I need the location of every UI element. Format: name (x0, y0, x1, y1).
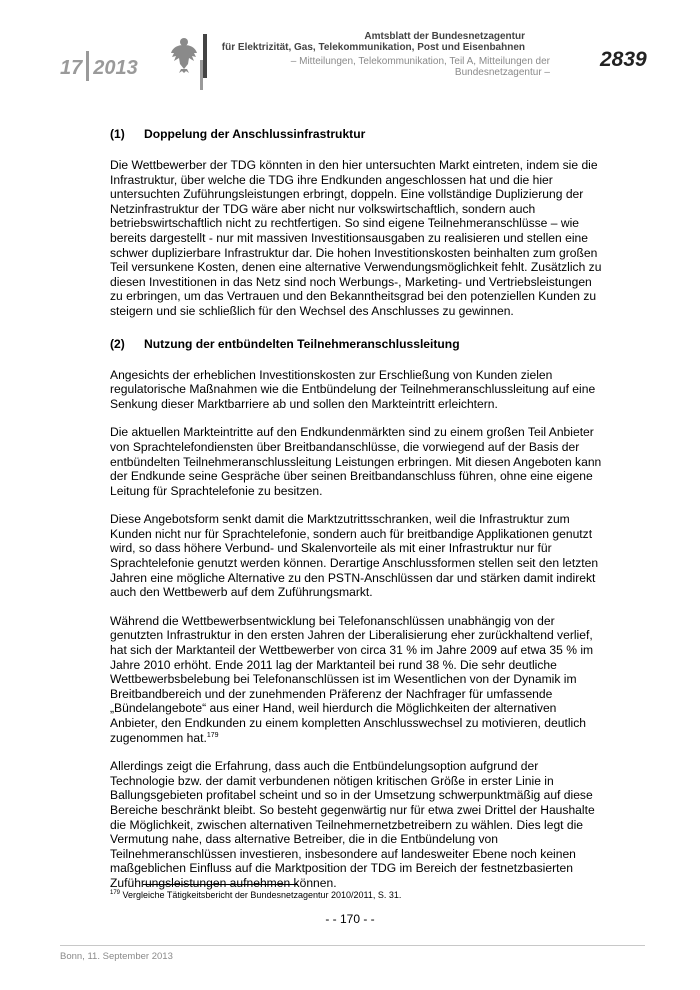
footnote-divider (143, 884, 298, 885)
footnote (110, 890, 401, 900)
footnote-reference[interactable]: 179 (206, 731, 219, 739)
issue-number: 17 2013 (60, 51, 138, 81)
federal-eagle-icon (170, 33, 198, 73)
gazette-title (210, 31, 525, 53)
section-heading-1: (1) Doppelung der Anschlussinfrastruktur (110, 127, 366, 141)
gazette-title-line2: für Elektrizität, Gas, Telekommunikation, Post und Eisenbahnen (221, 42, 525, 53)
footnote-number: 179 (110, 890, 121, 896)
document-body (110, 127, 602, 905)
paragraph: Diese Angebotsform senkt damit die Marktzutrittsschranken, weil die Infrastruktur zum Kunden nicht nur für Sprachtelefonie, sondern auch für breitbandige Applikationen genutzt wird, so dass höhere Verbund- und Skalenvorteile als mit einer Infrastruktur nur für Sprachtelefonie genutzt werden können. Derartige Anschlussformen stellen seit den letzten Jahren eine mögliche Alternative zu den PSTN-Anschlüssen dar und stärken damit indirekt auch den Wettbewerb auf dem Zuführungsmarkt. (110, 512, 599, 600)
gazette-title-line1: Amtsblatt der Bundesnetzagentur (364, 31, 525, 42)
header-divider (203, 34, 207, 78)
paragraph: Die Wettbewerber der TDG könnten in den hier untersuchten Markt eintreten, indem sie die Infrastruktur, über welche die TDG ihre Endkunden angeschlossen hat und die hier untersuchten Zuführungsleistungen erbringt, doppeln. Eine vollständige Duplizierung der Netzinfrastruktur der TDG wäre aber nicht nur volkswirtschaftlich, sondern auch betriebswirtschaftlich nicht zu rechtfertigen. So sind eigene Teilnehmeranschlüsse – wie bereits dargestellt - nur mit massiven Investitionsausgaben zu realisieren und stellen eine schwer duplizierbare Infrastruktur dar. Die hohen Investitionskosten beinhalten zum großen Teil versunkene Kosten, denen eine alternative Verwendungsmöglichkeit fehlt. Zusätzlich zu diesen Investitionen in das Netz sind noch Werbungs-, Marketing- und Vertriebsleistungen zu erbringen, um das Vertrauen und den Bekanntheitsgrad bei den potenziellen Kunden zu steigern und sie schließlich für den Wechsel des Anschlusses zu gewinnen. (110, 158, 602, 318)
footer-date: Bonn, 11. September 2013 (60, 951, 173, 962)
gazette-subtitle: – Mitteilungen, Telekommunikation, Teil A, Mitteilungen der Bundesnetzagentur – (290, 56, 550, 78)
paragraph: Während die Wettbewerbsentwicklung bei Telefonanschlüssen unabhängig von der genutzten Infrastruktur in den ersten Jahren der Liberalisierung eher zurückhaltend verlief, hat sich der Marktanteil der Wettbewerber von circa 31 % im Jahre 2009 auf etwa 35 % im Jahre 2010 erhöht. Ende 2011 lag der Marktanteil bei rund 38 %. Die sehr deutliche Wettbewerbsbelebung bei Telefonanschlüssen ist im Wesentlichen von der Dynamik im Breitbandbereich und der zunehmenden Präferenz der Nachfrager für umfassende „Bündelangebote“ aus einer Hand, weil hierdurch die Möglichkeiten der alternativen Anbieter, den Endkunden zu einem kompletten Anschlusswechsel zu motivieren, deutlich zugenommen hat.$^{179}$ (110, 613, 594, 745)
issue-year: 2013 (93, 57, 138, 79)
issue-separator (86, 51, 89, 81)
paragraph: Angesichts der erheblichen Investitionskosten zur Erschließung von Kunden zielen regulatorische Maßnahmen wie die Entbündelung der Teilnehmeranschlussleitung auf eine Senkung dieser Marktbarriere ab und sollen den Markteintritt erleichtern. (110, 367, 596, 411)
section-heading-2: (2) Nutzung der entbündelten Teilnehmeranschlussleitung (110, 336, 460, 351)
header-divider-lower (200, 60, 203, 90)
footer-divider (60, 945, 645, 946)
footnote-text: Vergleiche Tätigkeitsbericht der Bundesnetzagentur 2010/2011, S. 31. (122, 890, 402, 900)
paragraph: Die aktuellen Markteintritte auf den Endkundenmärkten sind zu einem großen Teil Anbieter von Sprachtelefondiensten über Breitbandanschlüsse, die vorwiegend auf der Basis der entbündelten Teilnehmeranschlussleitung Leistungen erbringen. Mit diesen Angeboten kann der Endkunde seine Gespräche über seinen Breitbandanschluss führen, ohne eine eigene Leitung für Sprachtelefonie zu besitzen. (110, 425, 602, 498)
page-label: - - 170 - - (325, 912, 375, 926)
paragraph: Allerdings zeigt die Erfahrung, dass auch die Entbündelungsoption aufgrund der Technologie bzw. der damit verbundenen nötigen kritischen Größe in erster Linie in Ballungsgebieten profitabel scheint und so in der Umsetzung schwerpunktmäßig auf diese Bereiche beschränkt bleibt. So besteht gegenwärtig nur für etwa zwei Drittel der Haushalte die Möglichkeit, zwischen alternativen Teilnehmernetzbetreibern zu wählen. Dies legt die Vermutung nahe, dass alternative Betreiber, die in die Entbündelung von Teilnehmeranschlüssen investieren, insbesondere auf landesweiter Ebene noch keinen maßgeblichen Einfluss auf die Marktposition der TDG im Bereich der festnetzbasierten Zuführungsleistungen aufnehmen können. (110, 759, 595, 890)
page-number: 2839 (600, 48, 647, 71)
